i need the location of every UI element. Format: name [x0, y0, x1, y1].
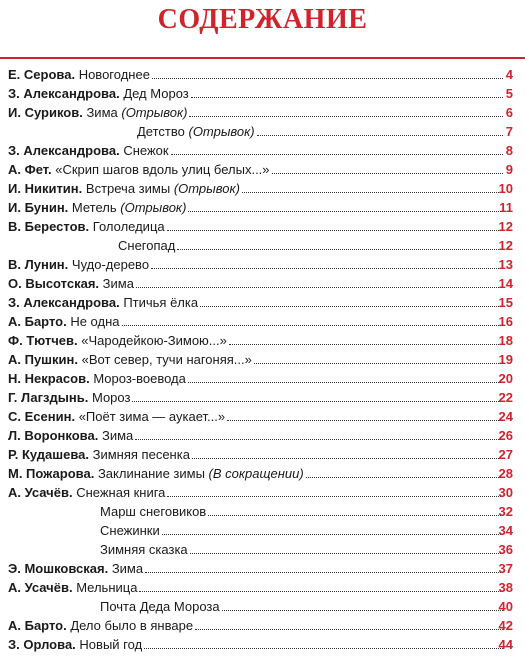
- entry-author: З. Орлова.: [8, 637, 76, 652]
- entry-author: Г. Лагздынь.: [8, 390, 89, 405]
- entry-page-number: 15: [498, 295, 513, 310]
- entry-page-number: 12: [498, 238, 513, 253]
- entry-title: Встреча зимы: [85, 181, 171, 196]
- entry-author: З. Александрова.: [8, 86, 120, 101]
- entry-text: [8, 312, 122, 331]
- entry-text: [8, 141, 171, 160]
- toc-entry: [0, 65, 525, 84]
- entry-title: Чудо-дерево: [71, 257, 150, 272]
- entry-page-number: 13: [498, 257, 513, 272]
- entry-note: (Отрывок): [188, 124, 255, 139]
- entry-author: И. Никитин.: [8, 181, 83, 196]
- entry-title: Детство: [137, 124, 185, 139]
- dot-leader: [306, 477, 503, 478]
- entry-text: [8, 635, 144, 654]
- entry-text: [8, 217, 167, 236]
- entry-title: Снегопад: [118, 238, 176, 253]
- dot-leader: [254, 363, 503, 364]
- dot-leader: [192, 458, 503, 459]
- entry-author: Е. Серова.: [8, 67, 76, 82]
- entry-author: З. Александрова.: [8, 295, 120, 310]
- entry-page-number: 42: [498, 618, 513, 633]
- toc-entry: [0, 464, 525, 483]
- entry-page-number: 14: [498, 276, 513, 291]
- entry-author: А. Барто.: [8, 618, 67, 633]
- title-divider: [0, 57, 525, 59]
- entry-title: «Скрип шагов вдоль улиц белых...»: [55, 162, 270, 177]
- entry-title: «Поёт зима — аукает...»: [78, 409, 226, 424]
- entry-title: Снежок: [123, 143, 169, 158]
- dot-leader: [139, 591, 503, 592]
- entry-title: «Чародейкою-Зимою...»: [81, 333, 227, 348]
- entry-author: А. Барто.: [8, 314, 67, 329]
- toc-entry: [0, 521, 525, 540]
- toc-entry: [0, 179, 525, 198]
- toc-entry: [0, 578, 525, 597]
- entry-page-number: 12: [498, 219, 513, 234]
- toc-entry: [0, 388, 525, 407]
- dot-leader: [227, 420, 503, 421]
- dot-leader: [190, 553, 503, 554]
- dot-leader: [132, 401, 503, 402]
- entry-page-number: 20: [498, 371, 513, 386]
- toc-entry: [0, 616, 525, 635]
- entry-title: Зима: [111, 561, 144, 576]
- toc-entry: [0, 141, 525, 160]
- entry-author: А. Фет.: [8, 162, 52, 177]
- entry-author: И. Суриков.: [8, 105, 83, 120]
- entry-note: (В сокращении): [208, 466, 304, 481]
- dot-leader: [171, 154, 503, 155]
- entry-page-number: 8: [505, 143, 513, 158]
- entry-page-number: 4: [505, 67, 513, 82]
- dot-leader: [122, 325, 503, 326]
- toc-entry: [0, 84, 525, 103]
- dot-leader: [200, 306, 503, 307]
- entry-title: Дед Мороз: [123, 86, 189, 101]
- entry-page-number: 10: [498, 181, 513, 196]
- entry-text: [8, 369, 188, 388]
- entry-text: [8, 84, 191, 103]
- entry-page-number: 19: [498, 352, 513, 367]
- entry-title: Зимняя сказка: [100, 542, 188, 557]
- entry-author: В. Лунин.: [8, 257, 69, 272]
- toc-entry: [0, 483, 525, 502]
- entry-title: Не одна: [70, 314, 120, 329]
- entry-title: Новый год: [79, 637, 143, 652]
- entry-text: [8, 578, 139, 597]
- entry-text: [8, 426, 135, 445]
- dot-leader: [135, 439, 503, 440]
- dot-leader: [208, 515, 503, 516]
- entry-author: И. Бунин.: [8, 200, 69, 215]
- entry-text: [8, 559, 145, 578]
- entry-text: [100, 502, 208, 521]
- entry-page-number: 28: [498, 466, 513, 481]
- entry-page-number: 16: [498, 314, 513, 329]
- entry-text: [8, 65, 152, 84]
- entry-author: С. Есенин.: [8, 409, 76, 424]
- toc-entry: [0, 236, 525, 255]
- toc-entry: [0, 350, 525, 369]
- entry-author: В. Берестов.: [8, 219, 90, 234]
- dot-leader: [188, 382, 503, 383]
- dot-leader: [191, 97, 503, 98]
- entry-page-number: 7: [505, 124, 513, 139]
- dot-leader: [162, 534, 503, 535]
- entry-author: А. Усачёв.: [8, 485, 73, 500]
- entry-author: Р. Кудашева.: [8, 447, 89, 462]
- entry-text: [8, 255, 151, 274]
- entry-author: Н. Некрасов.: [8, 371, 90, 386]
- entry-title: Дело было в январе: [70, 618, 194, 633]
- toc-entry: [0, 559, 525, 578]
- toc-entry: [0, 540, 525, 559]
- entry-text: [8, 350, 254, 369]
- entry-page-number: 27: [498, 447, 513, 462]
- entry-text: [8, 445, 192, 464]
- entry-page-number: 5: [505, 86, 513, 101]
- entry-page-number: 26: [498, 428, 513, 443]
- dot-leader: [229, 344, 503, 345]
- toc-entry: [0, 331, 525, 350]
- entry-page-number: 30: [498, 485, 513, 500]
- toc-entry: [0, 597, 525, 616]
- toc-entry: [0, 635, 525, 654]
- dot-leader: [195, 629, 503, 630]
- entry-title: Гололедица: [92, 219, 165, 234]
- entry-text: [8, 331, 229, 350]
- entry-text: [8, 160, 272, 179]
- entry-page-number: 22: [498, 390, 513, 405]
- entry-text: [8, 179, 242, 198]
- dot-leader: [188, 211, 503, 212]
- dot-leader: [167, 496, 503, 497]
- entry-title: Метель: [71, 200, 117, 215]
- entry-author: Э. Мошковская.: [8, 561, 109, 576]
- entry-text: [8, 388, 132, 407]
- entry-page-number: 37: [498, 561, 513, 576]
- entry-author: А. Усачёв.: [8, 580, 73, 595]
- toc-entry: [0, 293, 525, 312]
- entry-text: [8, 293, 200, 312]
- entry-note: (Отрывок): [173, 181, 240, 196]
- entry-title: Зимняя песенка: [92, 447, 190, 462]
- entry-title: Заклинание зимы: [97, 466, 205, 481]
- toc-entry: [0, 274, 525, 293]
- entry-page-number: 40: [498, 599, 513, 614]
- entry-page-number: 18: [498, 333, 513, 348]
- dot-leader: [145, 572, 503, 573]
- entry-page-number: 24: [498, 409, 513, 424]
- toc-entry: [0, 217, 525, 236]
- entry-title: Мороз: [91, 390, 131, 405]
- entry-title: Зима: [101, 428, 134, 443]
- dot-leader: [151, 268, 503, 269]
- toc-entry: [0, 407, 525, 426]
- toc-entry: [0, 160, 525, 179]
- entry-text: [8, 103, 189, 122]
- entry-text: [8, 616, 195, 635]
- dot-leader: [144, 648, 503, 649]
- dot-leader: [189, 116, 503, 117]
- entry-title: Снежинки: [100, 523, 160, 538]
- entry-title: Мельница: [76, 580, 138, 595]
- entry-page-number: 36: [498, 542, 513, 557]
- entry-text: [8, 464, 306, 483]
- entry-title: Почта Деда Мороза: [100, 599, 220, 614]
- entry-author: М. Пожарова.: [8, 466, 95, 481]
- entry-title: Новогоднее: [78, 67, 150, 82]
- toc-entry: [0, 369, 525, 388]
- entry-page-number: 9: [505, 162, 513, 177]
- dot-leader: [177, 249, 503, 250]
- toc-entry: [0, 445, 525, 464]
- entry-page-number: 11: [499, 200, 513, 215]
- entry-page-number: 44: [498, 637, 513, 652]
- entry-text: [100, 597, 222, 616]
- dot-leader: [167, 230, 503, 231]
- toc-entry: [0, 122, 525, 141]
- entry-author: О. Высотская.: [8, 276, 100, 291]
- dot-leader: [152, 78, 503, 79]
- entry-title: «Вот север, тучи нагоняя...»: [81, 352, 252, 367]
- entry-text: [8, 483, 167, 502]
- toc-entry: [0, 103, 525, 122]
- entry-page-number: 38: [498, 580, 513, 595]
- page-title: СОДЕРЖАНИЕ: [157, 4, 368, 35]
- entry-title: Марш снеговиков: [100, 504, 207, 519]
- entry-text: [100, 521, 162, 540]
- entry-title: Снежная книга: [76, 485, 166, 500]
- entry-note: (Отрывок): [121, 105, 188, 120]
- entry-page-number: 6: [505, 105, 513, 120]
- dot-leader: [136, 287, 503, 288]
- entry-text: [118, 236, 177, 255]
- entry-author: З. Александрова.: [8, 143, 120, 158]
- entry-text: [8, 198, 188, 217]
- dot-leader: [257, 135, 503, 136]
- entry-text: [8, 407, 227, 426]
- toc-entry: [0, 198, 525, 217]
- toc-entry: [0, 426, 525, 445]
- entry-title: Мороз-воевода: [93, 371, 186, 386]
- entry-title: Зима: [102, 276, 134, 291]
- entry-author: А. Пушкин.: [8, 352, 78, 367]
- entry-text: [8, 274, 136, 293]
- entry-page-number: 32: [498, 504, 513, 519]
- dot-leader: [222, 610, 503, 611]
- entry-author: Ф. Тютчев.: [8, 333, 78, 348]
- toc-entry: [0, 255, 525, 274]
- dot-leader: [242, 192, 503, 193]
- entry-title: Птичья ёлка: [123, 295, 199, 310]
- entry-author: Л. Воронкова.: [8, 428, 99, 443]
- toc-entry: [0, 312, 525, 331]
- entry-page-number: 34: [498, 523, 513, 538]
- toc-entry: [0, 502, 525, 521]
- entry-note: (Отрывок): [120, 200, 187, 215]
- entry-text: [100, 540, 190, 559]
- entry-text: [137, 122, 257, 141]
- dot-leader: [272, 173, 503, 174]
- entry-title: Зима: [86, 105, 118, 120]
